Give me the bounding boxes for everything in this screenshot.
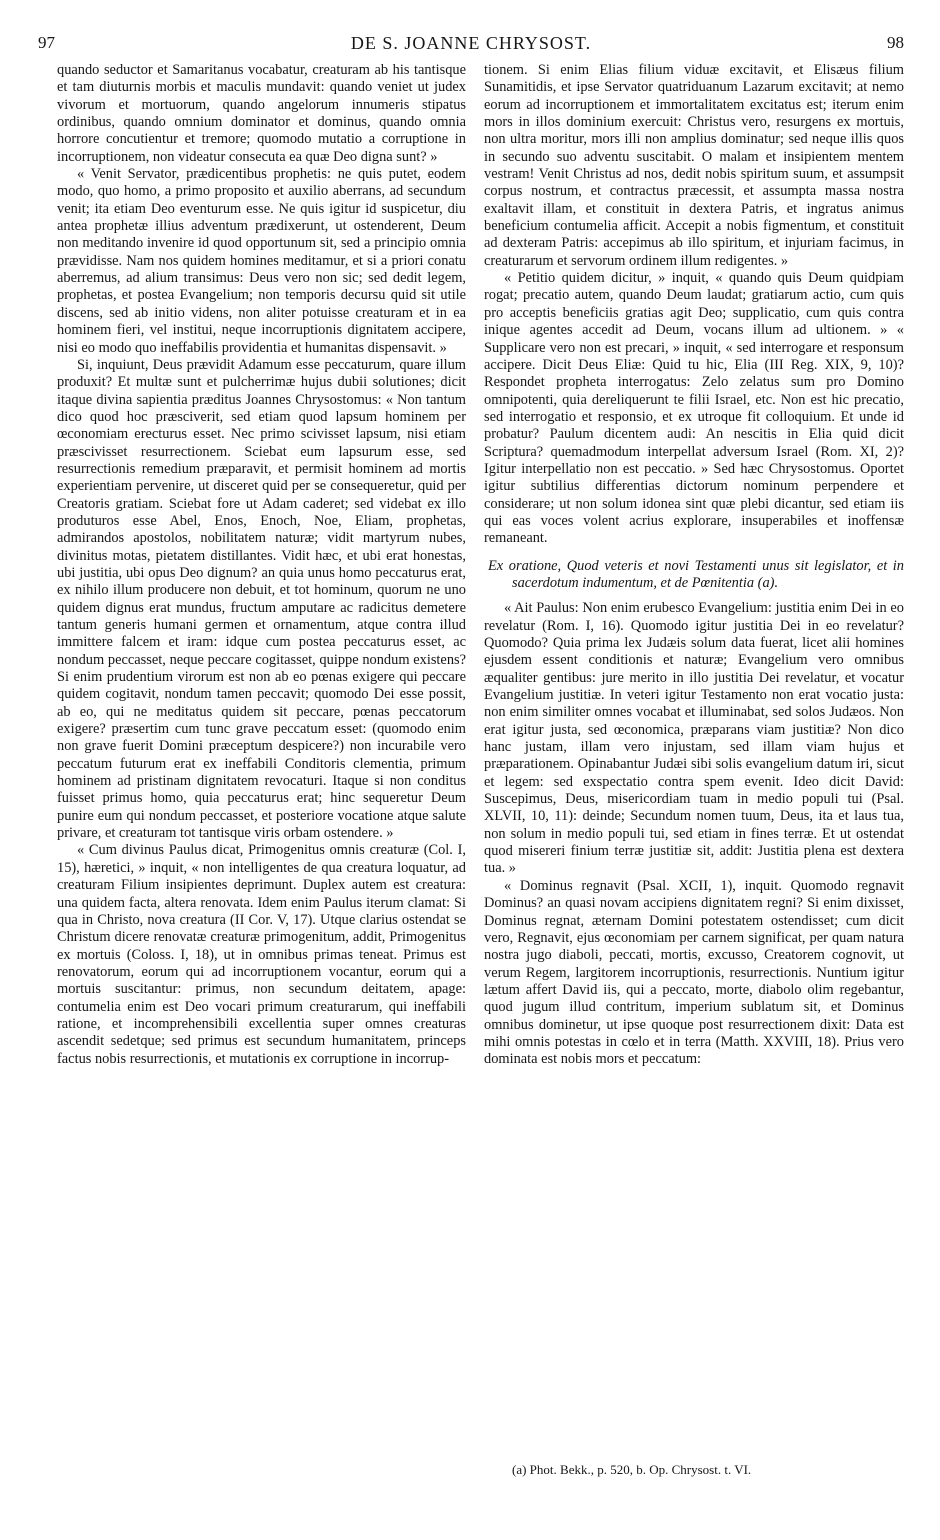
footnote: (a) Phot. Bekk., p. 520, b. Op. Chrysost. t. VI. — [512, 1462, 752, 1477]
page-header — [38, 33, 904, 57]
right-column — [484, 62, 904, 1069]
paragraph: « Dominus regnavit (Psal. XCII, 1), inquit. Quomodo regnavit Dominus? an quasi novam accipiens dignitatem regni? Si enim dixisset, Dominus regnat, æternam Domini potestatem ostendisset; cum dicit vero, Regnavit, ejus œconomiam per carnem significat, per quam natura nostra jugo diaboli, peccati, mortis, excusso, Creatorem cognovit, ut verum Regem, largitorem incorruptionis, resurrectionis. Nuntium igitur lætum affert David iis, qui a peccato, morte, diabolo olim regebantur, quod jugum illud contritum, imperium sublatum sit, et Dominus omnibus dominetur, ut ipse quoque post resurrectionem dixit: Data est mihi omnis potestas in cœlo et in terra (Matth. XXVIII, 18). Prius vero dominata est nobis mors et peccatum: — [484, 877, 904, 1068]
paragraph: « Petitio quidem dicitur, » inquit, « quando quis Deum quidpiam rogat; precatio autem, quando Deum laudat; gratiarum actio, cum quis pro acceptis beneficiis gratias agit Deo; supplicatio, cum quis contra inique agentes accedit ad Deum, vocans illum ad ultionem. » « Supplicare vero non est precari, » inquit, « sed interrogare et responsum accipere. Dicit Deus Eliæ: Quid tu hic, Elia (III Reg. XIX, 9, 10)? Respondet propheta interrogatus: Zelo zelatus sum pro Domino omnipotenti, quia dereliquerunt te filii Israel, etc. Non est hic precatio, sed interrogatio et responsio, et ex utroque fit colloquium. Et unde id probatur? Paulum dicentem audi: An nescitis in Elia quid dicit Scriptura? quemadmodum interpellat adversum Israel (Rom. XI, 2)? Igitur interpellatio non est peccatio. » Sed hæc Chrysostomus. Oportet igitur subtilius differentias dictorum nominum perpendere et considerare; ut non solum idonea sint quæ plebi dicantur, sed etiam iis qui eas voces volent acrius explorare, insuperabiles et inoffensæ remaneant. — [484, 270, 904, 547]
page-number-left: 97 — [38, 33, 55, 52]
paragraph: quando seductor et Samaritanus vocabatur, creaturam ab his tantisque et tam diuturnis morbis et maculis mundavit: quando veniet ut judex vivorum et mortuorum, quando angelorum innumeris stipatus ordinibus, quando omnium dominator et dominus, quando omnia horrore concutientur et tremore; quomodo mutatio a corruptione in incorruptionem, non videatur consecuta ea quæ Deo digna sunt? » — [57, 62, 466, 165]
running-title: DE S. JOANNE CHRYSOST. — [350, 33, 592, 53]
paragraph: Si, inquiunt, Deus prævidit Adamum esse peccaturum, quare illum produxit? Et multæ sunt et pulcherrimæ hujus dubii solutiones; dicit itaque divina sapientia præditus Joannes Chrysostomus: « Non tantum dico quod hoc præsciverit, sed etiam quod lapsum hominem per œconomiam erecturus esset. Nec primo scivisset lapsum, nisi etiam præscivisset resurrectionem. Sciebat eum lapsurum esse, sed resurrectionis remedium præparavit, et permisit hominem ad mortis experientiam pervenire, ut disceret quid per se consequeretur, quid per Creatoris gratiam. Sciebat fore ut Adam caderet; sed videbat ex illo produturos esse Abel, Enos, Enoch, Noe, Eliam, prophetas, admirandos apostolos, nobilitatem naturæ; vidit martyrum nubes, divinitus motas, pietatem distillantes. Vidit hæc, et ubi erat honestas, ubi justitia, ubi opus Deo dignum? an quia unus homo peccaturus erat, ex nihilo illum producere non debuit, et tot hominum, quorum ne uno quidem dignus erat mundus, fructum amputare ac radicitus demetere tantum generis humani germen et ornamentum, atque contra illud immittere falcem et iram: idque cum postea peccaturus esset, ac nondum peccasset, neque peccare cogitasset, quippe nondum existens? Si enim prudentium virorum est non ab eo pœnas exigere qui peccare quidem cogitavit, nondum tamen peccavit; quomodo Dei esse possit, ab eo, qui ne meditatus quidem sit peccare, pœnas peccatorum exigere? præsertim cum tunc grave peccatum esset: (quomodo enim non grave fuerit Domini præceptum despicere?) non incurabile vero peccatum futurum erat ex ineffabili Conditoris clementia, primum hominem ad pristinam dignitatem revocaturi. Itaque si non conditus fuisset primus homo, quia peccaturus erat; hinc sequeretur Deum punire eum qui nondum peccasset, et posteriore vocatione atque salute privare, et creaturam tot tantisque viris orbam ostendere. » — [57, 356, 466, 842]
paragraph: « Ait Paulus: Non enim erubesco Evangelium: justitia enim Dei in eo revelatur (Rom. I, 16). Quomodo igitur justitia Dei in eo revelatur? Quomodo? Quia prima lex Judæis solum data fuerat, licet alii homines ejusdem essent conditionis et naturæ; Evangelium vero omnibus æqualiter gentibus: jure merito in illo justitia Dei revelatur, et vocatur Evangelium justitiæ. In veteri igitur Testamento non erat vocatio justa: non enim similiter omnes vocabat et illuminabat, sed solos Judæos. Non erat igitur justa, sed œconomica, præparans viam justitiæ? Non dico hanc justam, illam vero injustam, sed illam viam hujus et præparationem. Opinabantur Judæi sibi solis evangelium datum iri, sicut et legem: sed exspectatio contra spem evenit. Ideo dicit David: Suscepimus, Deus, misericordiam tuam in medio populi tui (Psal. XLVII, 10, 11): deinde; Secundum nomen tuum, Deus, ita et laus tua, non solum in medio populi tui, sed etiam in fines terræ. Et ut ostendat quod misereri finium terræ justitiæ sit, addit: Justitia plena est dextera tua. » — [484, 600, 904, 877]
section-heading: Ex oratione, Quod veteris et novi Testamenti unus sit legislator, et in sacerdotum indumentum, et de Pœnitentia (a). — [488, 557, 904, 591]
paragraph: tionem. Si enim Elias filium viduæ excitavit, et Elisæus filium Sunamitidis, et ipse Servator quatriduanum Lazarum excitavit; at nemo eorum ad incorruptionem et immortalitatem excitatus est; iterum enim mors in illos dominium exercuit: Christus vero, resurgens ex mortuis, non ultra moritur, mors illi non amplius dominatur; sed neque illis quos in secundo suo adventu suscitabit. O malam et insipientem mentem vestram! Venit Christus ad nos, dedit nobis spiritum suum, et assumpsit corpus nostrum, et contractus præcessit, et assumpta massa nostra exaltavit illam, et constituit in dextera Patris, et ingratus animus beneficium contumelia afficit. Accepit a nobis figmentum, et constituit ad dexteram Patris: accepimus ab illo spiritum, et injuriam facimus, in creaturarum et servorum ordinem illum redigentes. » — [484, 62, 904, 269]
paragraph: « Venit Servator, prædicentibus prophetis: ne quis putet, eodem modo, quo homo, a primo proposito et auxilio aberrans, ad secundum venit; ita etiam Deo eventurum esse. Ne quis igitur id suspicetur, diu antea prophetæ illius adventum prædixerunt, ut ostenderent, Deum non meditando invenire id quod opportunum sit, sed a principio omnia prævidisse. Nam nos quidem homines meditamur, et si a priori conatu aberremus, ad alium transimus: Deus vero non sic; sed dedit legem, prophetas, et postea Evangelium; non temporis decursu quid sit utile discens, sed ab initio videns, non aliter potuisse creaturam et in ea hominem fieri, vel institui, neque incorruptionis dignitatem accipere, nisi eo modo quo ineffabilis providentia et humanitas dispensavit. » — [57, 166, 466, 356]
page-number-right: 98 — [887, 33, 904, 52]
paragraph: « Cum divinus Paulus dicat, Primogenitus omnis creaturæ (Col. I, 15), hæretici, » inquit, « non intelligentes de qua creatura loquatur, ad creaturam Filium insipientes deprimunt. Duplex autem est creatura: una quidem facta, altera renovata. Idem enim Paulus iterum clamat: Si qua in Christo, nova creatura (II Cor. V, 17). Utque clarius ostendat se Christum dicere renovatæ creaturæ primogenitum, addit, Primogenitus ex mortuis (Coloss. I, 18), ut in omnibus primas teneat. Primus est renovatorum, eorum qui ad incorruptionem vocantur, eorum qui a mortuis suscitantur: primus, non secundum deitatem, apage: contumelia enim est Deo vocari primum creaturarum, qui ineffabili ratione, et incomprehensibili excellentia super omnes creaturas ascendit sedetque; sed primus est secundum humanitatem, princeps factus nobis resurrectionis, et mutationis ex corruptione in incorrup- — [57, 842, 466, 1067]
left-column — [57, 62, 466, 1068]
